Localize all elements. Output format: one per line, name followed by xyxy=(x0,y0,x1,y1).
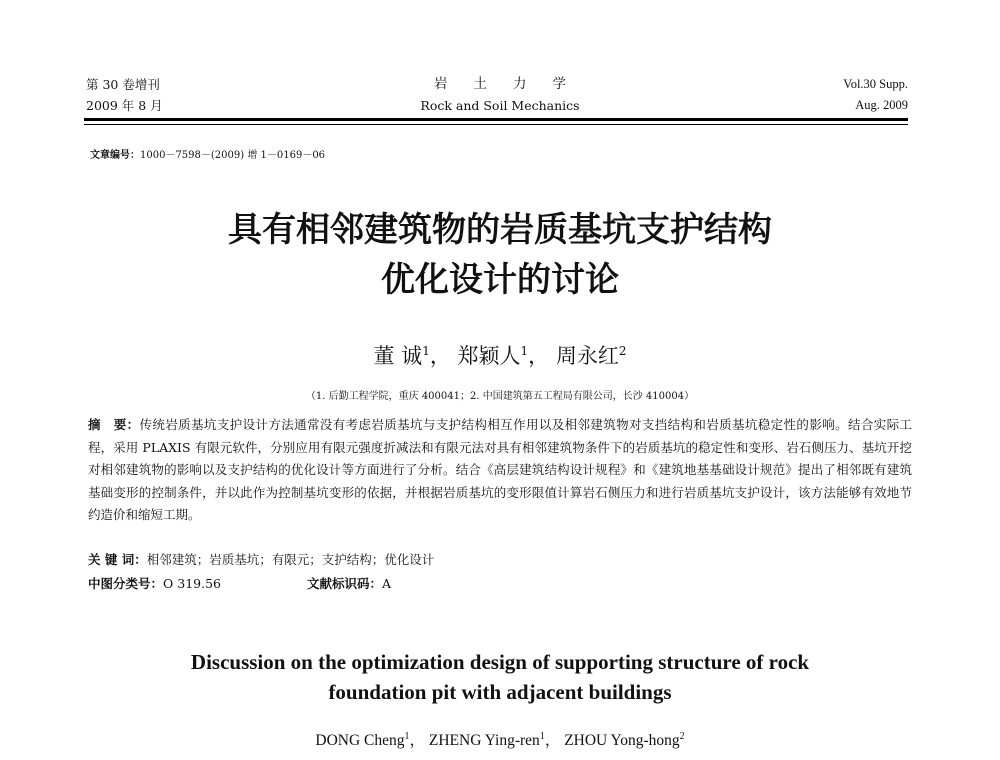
journal-name-cn: 岩土力学 xyxy=(434,76,592,92)
author-name: 郑颖人 xyxy=(457,344,521,368)
article-number xyxy=(90,146,325,161)
doc-code-label: 文献标识码： xyxy=(306,576,382,591)
keywords-label: 关 键 词： xyxy=(88,552,147,567)
clc-label: 中图分类号： xyxy=(88,576,164,591)
authors-cn xyxy=(0,340,1000,370)
volume-label-cn: 第 30 卷增刊 xyxy=(86,77,160,92)
article-number-label: 文章编号： xyxy=(90,150,140,161)
paper-title-cn-line2: 优化设计的讨论 xyxy=(381,260,619,300)
author-name: DONG Cheng xyxy=(315,732,405,749)
paper-title-en-line1: Discussion on the optimization design of supporting structure of rock xyxy=(190,650,810,674)
paper-title-cn-line1: 具有相邻建筑物的岩质基坑支护结构 xyxy=(228,210,772,250)
header-rule-thin xyxy=(84,124,908,125)
author-affil-mark: 2 xyxy=(679,730,685,742)
author-affil-mark: 1 xyxy=(422,344,430,358)
date-label-cn: 2009 年 8 月 xyxy=(86,98,163,113)
affiliations-cn: （1. 后勤工程学院，重庆 400041；2. 中国建筑第五工程局有限公司，长沙 410004） xyxy=(305,391,695,402)
author-name: 董 诚 xyxy=(373,344,423,368)
author-separator: ， xyxy=(528,344,550,368)
date-label-en: Aug. 2009 xyxy=(855,98,908,112)
keywords-cn xyxy=(88,550,434,568)
author-separator: ， xyxy=(544,732,561,749)
author-separator: ， xyxy=(429,344,451,368)
journal-volume-en xyxy=(843,74,908,116)
author-affil-mark: 1 xyxy=(539,730,545,742)
header-rule-thick xyxy=(84,118,908,121)
paper-title-en-line2: foundation pit with adjacent buildings xyxy=(328,680,672,704)
clc-value: O 319.56 xyxy=(163,576,221,591)
classification xyxy=(88,574,391,592)
abstract-cn xyxy=(88,414,912,527)
volume-label-en: Vol.30 Supp. xyxy=(843,77,908,91)
author-separator: ， xyxy=(409,732,426,749)
authors-en xyxy=(0,728,1000,750)
abstract-text: 传统岩质基坑支护设计方法通常没有考虑岩质基坑与支护结构相互作用以及相邻建筑物对支挡结构和岩质基坑稳定性的影响。结合实际工程，采用 PLAXIS 有限元软件，分别应用有限元强度折减法和有限元法对具有相邻建筑物条件下的岩质基坑的稳定性和变形、岩石侧压力、基坑开挖对相邻建筑物的影响以及支护结构的优化设计等方面进行了分析。结合《高层建筑结构设计规程》和《建筑地基基础设计规范》提出了相邻既有建筑基础变形的控制条件，并以此作为控制基坑变形的依据，并根据岩质基坑的变形限值计算岩石侧压力和进行岩质基坑支护设计，该方法能够有效地节约造价和缩短工期。 xyxy=(88,417,912,523)
author-name: ZHOU Yong-hong xyxy=(564,732,680,749)
author-affil-mark: 1 xyxy=(404,730,410,742)
author-name: 周永红 xyxy=(555,344,619,368)
journal-name-en: Rock and Soil Mechanics xyxy=(420,98,580,113)
author-name: ZHENG Ying-ren xyxy=(428,732,540,749)
abstract-label: 摘 要： xyxy=(88,417,140,432)
keywords-text: 相邻建筑；岩质基坑；有限元；支护结构；优化设计 xyxy=(146,552,435,567)
doc-code-value: A xyxy=(382,576,392,591)
author-affil-mark: 1 xyxy=(520,344,529,358)
paper-title-en xyxy=(0,647,1000,707)
article-number-value: 1000－7598－(2009) 增 1－0169－06 xyxy=(140,150,326,161)
paper-title-cn xyxy=(0,205,1000,305)
author-affil-mark: 2 xyxy=(618,344,627,358)
